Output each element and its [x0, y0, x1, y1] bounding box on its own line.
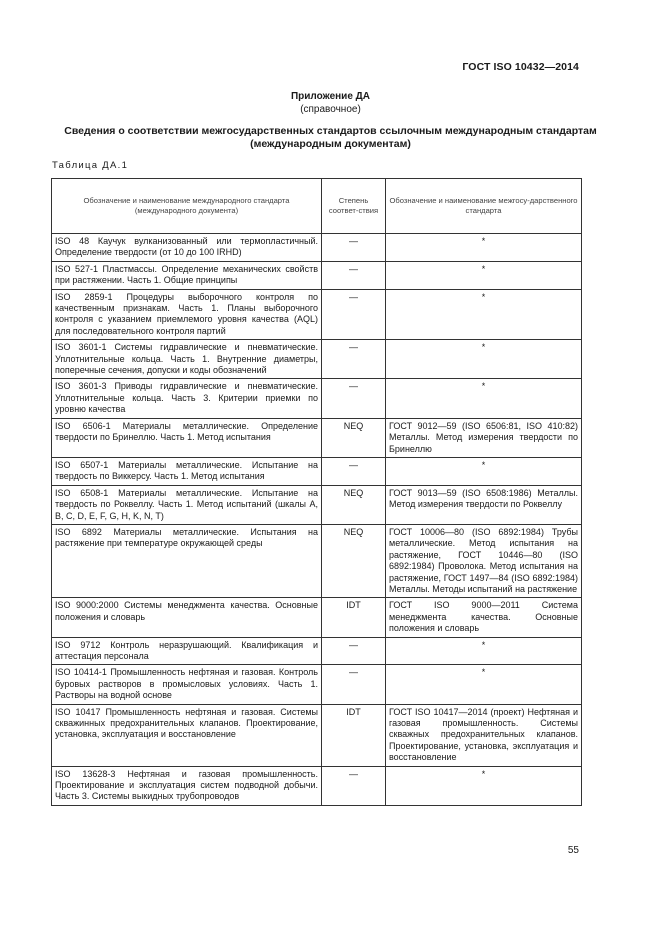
- degree-cell: —: [322, 457, 386, 485]
- international-standard-cell: ISO 3601-3 Приводы гидравлические и пневматические. Уплотнительные кольца. Часть 3. Критерии приемки по уровню качества: [52, 379, 322, 418]
- degree-cell: —: [322, 637, 386, 665]
- international-standard-cell: ISO 6508-1 Материалы металлические. Испытание на твердость по Роквеллу. Часть 1. Метод испытаний (шкалы A, B, C, D, E, F, G, H, K, N, T): [52, 485, 322, 524]
- degree-cell: NEQ: [322, 418, 386, 457]
- table-row: [52, 665, 582, 704]
- degree-cell: IDT: [322, 704, 386, 766]
- degree-cell: —: [322, 234, 386, 262]
- table-row: [52, 637, 582, 665]
- table-row: [52, 766, 582, 805]
- interstate-standard-cell: *: [386, 234, 582, 262]
- international-standard-cell: ISO 2859-1 Процедуры выборочного контроля по качественным признакам. Часть 1. Планы выборочного контроля с указанием приемлемого уровня качества (AQL) для последовательного контроля партий: [52, 289, 322, 340]
- interstate-standard-cell: *: [386, 637, 582, 665]
- table-row: [52, 340, 582, 379]
- interstate-standard-cell: *: [386, 261, 582, 289]
- table-row: [52, 379, 582, 418]
- interstate-standard-cell: ГОСТ 9012—59 (ISO 6506:81, ISO 410:82) Металлы. Метод измерения твердости по Бринеллю: [386, 418, 582, 457]
- table-row: [52, 261, 582, 289]
- table-row: [52, 598, 582, 637]
- degree-cell: NEQ: [322, 485, 386, 524]
- table-row: [52, 418, 582, 457]
- degree-cell: IDT: [322, 598, 386, 637]
- interstate-standard-cell: *: [386, 766, 582, 805]
- international-standard-cell: ISO 13628-3 Нефтяная и газовая промышленность. Проектирование и эксплуатация систем подводной добычи. Часть 3. Системы выкидных трубопроводов: [52, 766, 322, 805]
- degree-cell: —: [322, 340, 386, 379]
- international-standard-cell: ISO 10414-1 Промышленность нефтяная и газовая. Контроль буровых растворов в промысловых условиях. Часть 1. Растворы на водной основе: [52, 665, 322, 704]
- interstate-standard-cell: ГОСТ 10006—80 (ISO 6892:1984) Трубы металлические. Метод испытания на растяжение, ГОСТ 10446—80 (ISO 6892:1984) Проволока. Метод испытания на растяжение, ГОСТ 1497—84 (ISO 6892:1984) Металлы. Методы испытаний на растяжение: [386, 524, 582, 597]
- degree-cell: —: [322, 379, 386, 418]
- interstate-standard-cell: ГОСТ ISO 10417—2014 (проект) Нефтяная и газовая промышленность. Системы скважных предохранительных клапанов. Проектирование, установка, эксплуатация и восстановление: [386, 704, 582, 766]
- international-standard-cell: ISO 6507-1 Материалы металлические. Испытание на твердость по Виккерсу. Часть 1. Метод испытания: [52, 457, 322, 485]
- interstate-standard-cell: ГОСТ 9013—59 (ISO 6508:1986) Металлы. Метод измерения твердости по Роквеллу: [386, 485, 582, 524]
- international-standard-cell: ISO 527-1 Пластмассы. Определение механических свойств при растяжении. Часть 1. Общие принципы: [52, 261, 322, 289]
- international-standard-cell: ISO 48 Каучук вулканизованный или термопластичный. Определение твердости (от 10 до 100 IRHD): [52, 234, 322, 262]
- interstate-standard-cell: *: [386, 665, 582, 704]
- table-row: [52, 457, 582, 485]
- document-designation: ГОСТ ISO 10432—2014: [462, 61, 579, 73]
- table-row: [52, 234, 582, 262]
- interstate-standard-cell: *: [386, 289, 582, 340]
- international-standard-cell: ISO 6506-1 Материалы металлические. Определение твердости по Бринеллю. Часть 1. Метод испытания: [52, 418, 322, 457]
- standards-correspondence-table: [51, 178, 582, 806]
- header-degree-of-correspondence: Степень соответ-ствия: [322, 179, 386, 234]
- table-header-row: [52, 179, 582, 234]
- appendix-title: Приложение ДА: [290, 91, 371, 102]
- degree-cell: —: [322, 766, 386, 805]
- interstate-standard-cell: ГОСТ ISO 9000—2011 Система менеджмента качества. Основные положения и словарь: [386, 598, 582, 637]
- degree-cell: —: [322, 665, 386, 704]
- interstate-standard-cell: *: [386, 340, 582, 379]
- page-number: 55: [567, 845, 579, 856]
- international-standard-cell: ISO 3601-1 Системы гидравлические и пневматические. Уплотнительные кольца. Часть 1. Внутренние диаметры, поперечные сечения, допуски и коды обозначений: [52, 340, 322, 379]
- table-row: [52, 524, 582, 597]
- appendix-note: (справочное): [300, 104, 361, 115]
- interstate-standard-cell: *: [386, 379, 582, 418]
- header-international-standard: Обозначение и наименование международного стандарта (международного документа): [52, 179, 322, 234]
- table-caption: Таблица ДА.1: [52, 160, 129, 171]
- section-title: Сведения о соответствии межгосударственных стандартов ссылочным международным стандартам (международным документам): [64, 125, 597, 150]
- international-standard-cell: ISO 10417 Промышленность нефтяная и газовая. Системы скважинных предохранительных клапанов. Проектирование, установка, эксплуатация и восстановление: [52, 704, 322, 766]
- international-standard-cell: ISO 6892 Материалы металлические. Испытания на растяжение при температуре окружающей среды: [52, 524, 322, 597]
- degree-cell: NEQ: [322, 524, 386, 597]
- table-body: [52, 234, 582, 806]
- international-standard-cell: ISO 9000:2000 Системы менеджмента качества. Основные положения и словарь: [52, 598, 322, 637]
- degree-cell: —: [322, 261, 386, 289]
- table-row: [52, 704, 582, 766]
- header-interstate-standard: Обозначение и наименование межгосу-дарственного стандарта: [386, 179, 582, 234]
- interstate-standard-cell: *: [386, 457, 582, 485]
- table-row: [52, 485, 582, 524]
- table-row: [52, 289, 582, 340]
- international-standard-cell: ISO 9712 Контроль неразрушающий. Квалификация и аттестация персонала: [52, 637, 322, 665]
- degree-cell: —: [322, 289, 386, 340]
